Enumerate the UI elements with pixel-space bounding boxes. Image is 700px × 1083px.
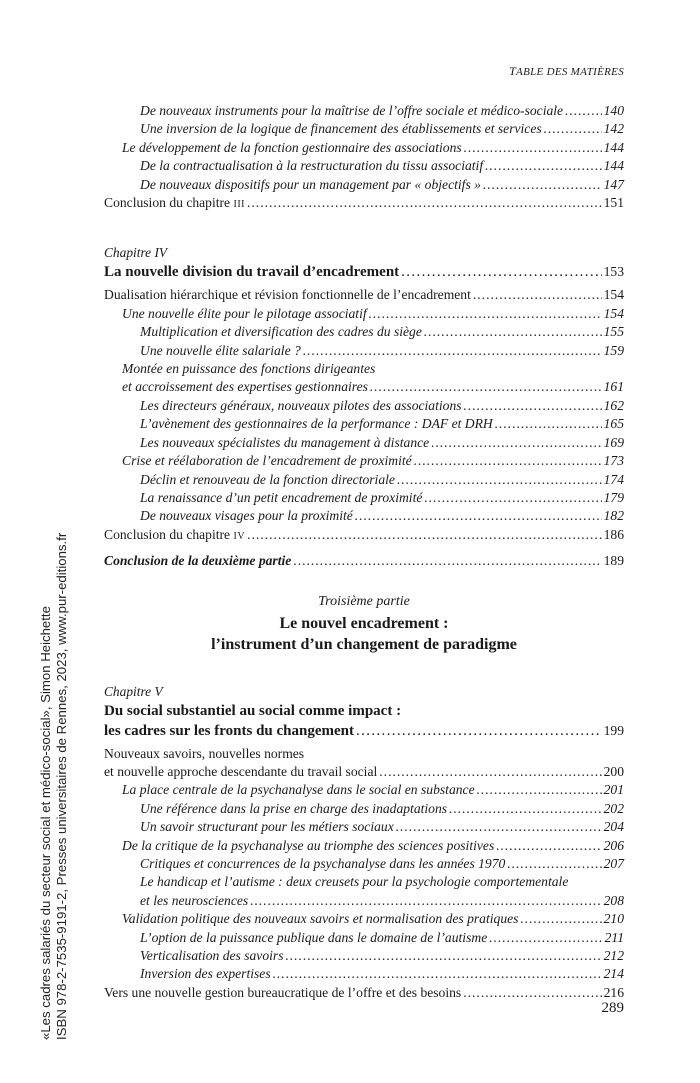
- chapter-label: Chapitre V: [104, 683, 163, 699]
- toc-entry[interactable]: La place centrale de la psychanalyse dans le social en substance . . . 201: [104, 781, 624, 799]
- toc-part-conclusion[interactable]: Conclusion de la deuxième partie . . . 189: [104, 552, 624, 570]
- toc-entry-line: Nouveaux savoirs, nouvelles normes: [104, 745, 305, 761]
- toc-entry[interactable]: De nouveaux visages pour la proximité . . . 182: [104, 507, 624, 525]
- toc-entry[interactable]: De nouveaux dispositifs pour un management par « objectifs » . . . 147: [104, 176, 624, 194]
- toc-entry[interactable]: Multiplication et diversification des cadres du siège . . . 155: [104, 323, 624, 341]
- toc-entry[interactable]: De la contractualisation à la restructuration du tissu associatif . . . 144: [104, 157, 624, 175]
- toc-entry[interactable]: Vers une nouvelle gestion bureaucratique de l’offre et des besoins . . . 216: [104, 984, 624, 1002]
- part-label: Troisième partie: [318, 593, 410, 609]
- part-title-line-2: l’instrument d’un changement de paradigme: [211, 635, 517, 653]
- page-number: 289: [601, 1000, 624, 1016]
- toc-entry[interactable]: Crise et réélaboration de l’encadrement de proximité . . . 173: [104, 452, 624, 470]
- part-title-line-1: Le nouvel encadrement :: [279, 614, 449, 632]
- toc-entry[interactable]: et nouvelle approche descendante du travail social . . . 200: [104, 763, 624, 781]
- toc-entry[interactable]: L’avènement des gestionnaires de la performance : DAF et DRH . . . 165: [104, 415, 624, 433]
- toc-entry[interactable]: Critiques et concurrences de la psychanalyse dans les années 1970 . . . 207: [104, 855, 624, 873]
- chapter-title[interactable]: les cadres sur les fronts du changement . . . 199: [104, 721, 624, 741]
- toc-entry[interactable]: Le développement de la fonction gestionnaire des associations . . . 144: [104, 139, 624, 157]
- chapter-label: Chapitre IV: [104, 245, 168, 261]
- toc-entry[interactable]: Une nouvelle élite pour le pilotage associatif . . . 154: [104, 305, 624, 323]
- side-copyright-notice: [38, 40, 70, 1040]
- header-rest: ABLE DES MATIÈRES: [516, 66, 624, 78]
- toc-entry[interactable]: Dualisation hiérarchique et révision fonctionnelle de l’encadrement . . . 154: [104, 286, 624, 304]
- toc-entry[interactable]: Validation politique des nouveaux savoirs et normalisation des pratiques . . . 210: [104, 910, 624, 928]
- toc-entry[interactable]: La renaissance d’un petit encadrement de proximité . . . 179: [104, 489, 624, 507]
- toc-entry[interactable]: Verticalisation des savoirs . . . 212: [104, 947, 624, 965]
- chapter-title-line-1: Du social substantiel au social comme impact :: [104, 702, 402, 719]
- toc-entry[interactable]: Déclin et renouveau de la fonction directoriale . . . 174: [104, 471, 624, 489]
- side-line-2: ISBN 978-2-7535-9191-2, Presses universitaires de Rennes, 2023, www.pur-editions.fr: [54, 532, 69, 1040]
- side-line-1: «Les cadres salariés du secteur social et médico-social», Simon Heichette: [38, 606, 53, 1040]
- toc-entry-line: Le handicap et l’autisme : deux creusets pour la psychologie comportementale: [140, 874, 569, 890]
- toc-entry-line: Montée en puissance des fonctions dirigeantes: [122, 361, 376, 377]
- toc-entry[interactable]: Une référence dans la prise en charge des inadaptations . . . 202: [104, 800, 624, 818]
- toc-chapter-conclusion[interactable]: Conclusion du chapitre IV . . . 186: [104, 526, 624, 546]
- toc-entry[interactable]: Une inversion de la logique de financement des établissements et services . . . 142: [104, 120, 624, 138]
- chapter-title[interactable]: La nouvelle division du travail d’encadrement . . . 153: [104, 262, 624, 282]
- running-header: [509, 64, 624, 79]
- toc-entry[interactable]: L’option de la puissance publique dans le domaine de l’autisme . . . 211: [104, 929, 624, 947]
- table-of-contents: [104, 102, 624, 1002]
- toc-entry[interactable]: Les nouveaux spécialistes du management à distance . . . 169: [104, 434, 624, 452]
- toc-entry[interactable]: De la critique de la psychanalyse au triomphe des sciences positives . . . 206: [104, 837, 624, 855]
- header-initial: T: [509, 64, 517, 78]
- toc-entry[interactable]: Les directeurs généraux, nouveaux pilotes des associations . . . 162: [104, 397, 624, 415]
- toc-entry[interactable]: Un savoir structurant pour les métiers sociaux . . . 204: [104, 818, 624, 836]
- toc-entry[interactable]: Une nouvelle élite salariale ? . . . 159: [104, 342, 624, 360]
- toc-chapter-conclusion[interactable]: Conclusion du chapitre III . . . 151: [104, 194, 624, 214]
- part-heading: [104, 591, 624, 655]
- toc-entry[interactable]: De nouveaux instruments pour la maîtrise de l’offre sociale et médico-sociale . . . 140: [104, 102, 624, 120]
- toc-entry[interactable]: Inversion des expertises . . . 214: [104, 965, 624, 983]
- toc-entry[interactable]: et accroissement des expertises gestionnaires . . . 161: [104, 378, 624, 396]
- toc-entry[interactable]: et les neurosciences . . . 208: [104, 892, 624, 910]
